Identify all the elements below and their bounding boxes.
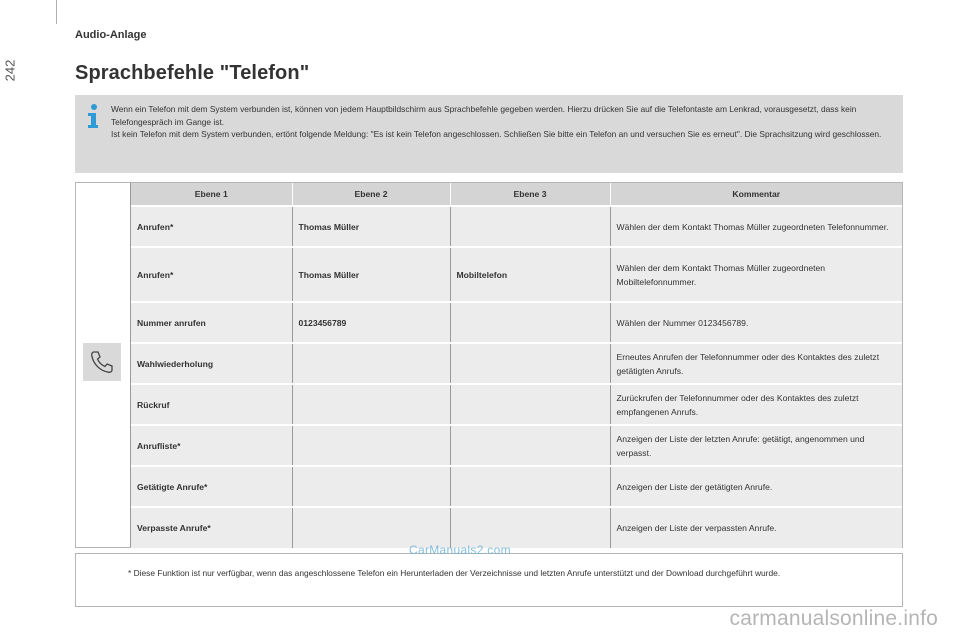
watermark: CarManuals2.com (409, 543, 511, 557)
cell-level-1: Anrufliste* (131, 425, 292, 466)
page-number: 242 (2, 59, 18, 81)
cell-level-1: Anrufen* (131, 206, 292, 247)
cell-level-1: Rückruf (131, 384, 292, 425)
cell-level-2: Thomas Müller (292, 206, 450, 247)
table-row (131, 343, 902, 384)
phone-handset-icon (83, 343, 121, 381)
cell-comment: Anzeigen der Liste der getätigten Anrufe. (610, 466, 902, 507)
page-title: Sprachbefehle "Telefon" (75, 62, 310, 84)
table-row (131, 206, 902, 247)
cell-level-3: Mobiltelefon (450, 247, 610, 302)
footnote-box (75, 553, 903, 607)
cell-level-3 (450, 466, 610, 507)
section-header: Audio-Anlage (75, 29, 147, 41)
cell-level-1: Getätigte Anrufe* (131, 466, 292, 507)
info-text (111, 103, 895, 141)
table-row (131, 425, 902, 466)
table-row (131, 302, 902, 343)
cell-level-2: Thomas Müller (292, 247, 450, 302)
command-table (131, 183, 902, 548)
info-paragraph-1: Wenn ein Telefon mit dem System verbunden ist, können von jedem Hauptbildschirm aus Sprachbefehle gegeben werden. Hierzu drücken Sie auf die Telefontaste am Lenkrad, vorausgesetzt, dass kein Telefongespräch im Gange ist. (111, 104, 857, 127)
info-icon (85, 103, 101, 129)
info-box (75, 95, 903, 173)
cell-level-1: Wahlwiederholung (131, 343, 292, 384)
header-comment: Kommentar (610, 183, 902, 206)
cell-level-1: Nummer anrufen (131, 302, 292, 343)
table-row (131, 466, 902, 507)
header-level-2: Ebene 2 (292, 183, 450, 206)
cell-comment: Anzeigen der Liste der letzten Anrufe: getätigt, angenommen und verpasst. (610, 425, 902, 466)
cell-level-2 (292, 425, 450, 466)
cell-level-3 (450, 507, 610, 548)
cell-level-3 (450, 206, 610, 247)
info-paragraph-2: Ist kein Telefon mit dem System verbunden, ertönt folgende Meldung: "Es ist kein Telefon angeschlossen. Schließen Sie bitte ein Telefon an und versuchen Sie es erneut". Die Sprachsitzung wird geschlossen. (111, 129, 882, 140)
cell-comment: Erneutes Anrufen der Telefonnummer oder des Kontaktes des zuletzt getätigten Anrufs. (610, 343, 902, 384)
table-row (131, 384, 902, 425)
cell-comment: Wählen der dem Kontakt Thomas Müller zugeordneten Mobiltelefonnummer. (610, 247, 902, 302)
cell-level-3 (450, 425, 610, 466)
cell-comment: Wählen der dem Kontakt Thomas Müller zugeordneten Telefonnummer. (610, 206, 902, 247)
cell-level-1: Anrufen* (131, 247, 292, 302)
voice-command-table (75, 182, 903, 548)
cell-level-2 (292, 507, 450, 548)
cell-comment: Zurückrufen der Telefonnummer oder des Kontaktes des zuletzt empfangenen Anrufs. (610, 384, 902, 425)
table-header-row (131, 183, 902, 206)
footnote-text: * Diese Funktion ist nur verfügbar, wenn das angeschlossene Telefon ein Herunterladen der Verzeichnisse und letzten Anrufe unterstützt und der Download durchgeführt wurde. (128, 568, 781, 578)
cell-level-3 (450, 384, 610, 425)
table-row (131, 507, 902, 548)
header-level-3: Ebene 3 (450, 183, 610, 206)
cell-level-2 (292, 384, 450, 425)
phone-column (76, 183, 131, 547)
cell-level-3 (450, 302, 610, 343)
cell-level-2 (292, 343, 450, 384)
cell-level-2 (292, 466, 450, 507)
cell-level-1: Verpasste Anrufe* (131, 507, 292, 548)
cell-level-2: 0123456789 (292, 302, 450, 343)
cell-comment: Anzeigen der Liste der verpassten Anrufe. (610, 507, 902, 548)
margin-rule (56, 0, 57, 24)
table-row (131, 247, 902, 302)
cell-level-3 (450, 343, 610, 384)
header-level-1: Ebene 1 (131, 183, 292, 206)
cell-comment: Wählen der Nummer 0123456789. (610, 302, 902, 343)
site-watermark: carmanualsonline.info (729, 607, 938, 630)
